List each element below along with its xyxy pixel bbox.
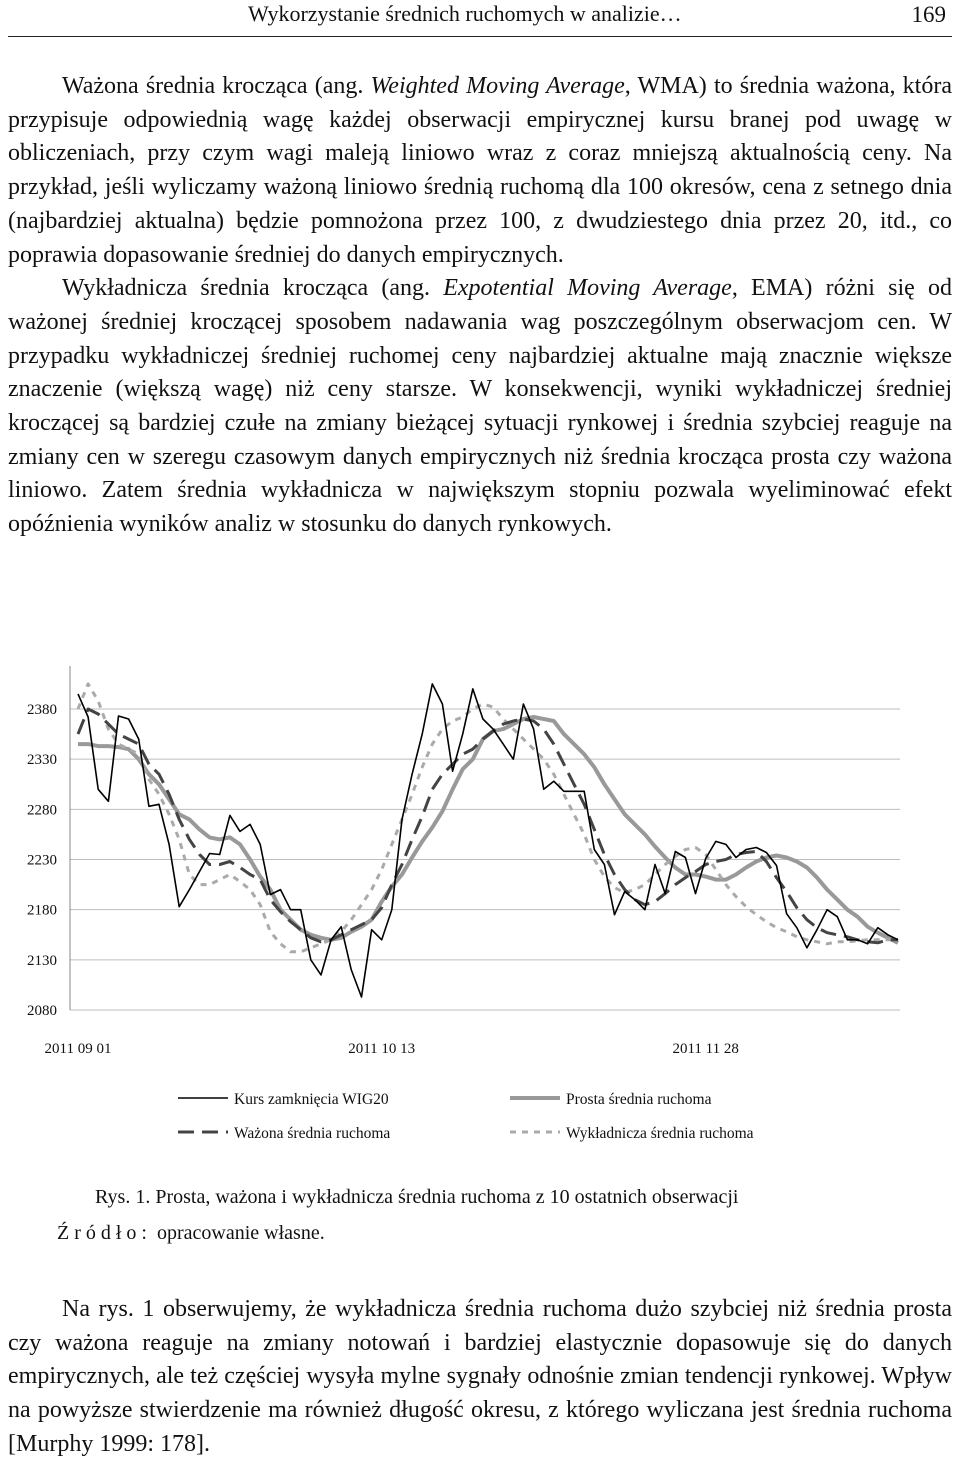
- source-text: opracowanie własne.: [152, 1222, 325, 1244]
- legend-label-0: Kurs zamknięcia WIG20: [234, 1091, 389, 1108]
- source-label: Źródło:: [57, 1222, 152, 1244]
- legend-label-3: Wykładnicza średnia ruchoma: [566, 1125, 754, 1142]
- y-axis-labels: [27, 702, 57, 1019]
- y-tick-label-2230: 2230: [27, 852, 57, 869]
- figure-source: [57, 1222, 325, 1245]
- page-number: 169: [911, 2, 946, 27]
- p1-text-a: Ważona średnia krocząca (ang.: [62, 73, 371, 99]
- p2-italic-a: Expotential Moving Average: [443, 275, 732, 302]
- x-tick-label-1: 2011 10 13: [348, 1041, 416, 1057]
- y-tick-label-2330: 2330: [27, 752, 57, 769]
- x-tick-label-0: 2011 09 01: [44, 1041, 112, 1057]
- x-tick-label-2: 2011 11 28: [672, 1041, 739, 1057]
- y-tick-label-2080: 2080: [27, 1003, 57, 1019]
- chart-legend: [178, 1091, 754, 1142]
- chart-grid: [70, 666, 900, 1010]
- p1-italic-a: Weighted Moving Average: [370, 73, 625, 99]
- legend-label-2: Ważona średnia ruchoma: [234, 1125, 391, 1142]
- chart-series: [78, 684, 898, 997]
- series-line-0: [78, 684, 898, 997]
- p2-text-b: , EMA) różni się od ważonej średniej kroczącej sposobem nadawania wag poszczególnym obserwacjom cen. W przypadku wykładniczej średniej ruchomej ceny najbardziej aktualne mają znacznie większe znaczenie (większą wagę) niż ceny starsze. W konsekwencji, wyniki wykładniczej średniej kroczącej są bardziej czułe na zmiany bieżącej sytuacji rynkowej i średnia szybciej reaguje na zmiany cen w szeregu czasowym danych empirycznych niż średnia krocząca prosta czy ważona liniowo. Zatem średnia wykładnicza w największym stopniu pozwala wyeliminować efekt opóźnienia wyników analiz w stosunku do danych rynkowych.: [8, 275, 952, 538]
- series-line-2: [78, 709, 898, 943]
- y-tick-label-2180: 2180: [27, 902, 57, 919]
- p3-text: Na rys. 1 obserwujemy, że wykładnicza średnia ruchoma dużo szybciej niż średnia prosta czy ważona reaguje na zmiany notowań i bardziej elastycznie dopasowuje się do danych empirycznych, ale też częściej wysyła mylne sygnały odnośnie zmian tendencji rynkowej. Wpływ na powyższe stwierdzenie ma również długość okresu, z którego wyliczana jest średnia ruchoma [Murphy 1999: 178].: [8, 1296, 952, 1457]
- y-tick-label-2380: 2380: [27, 702, 57, 718]
- figure-caption: Rys. 1. Prosta, ważona i wykładnicza średnia ruchoma z 10 ostatnich obserwacji: [95, 1186, 739, 1208]
- paragraph-wma-ema: [8, 70, 952, 542]
- paragraph-conclusion: [8, 1293, 952, 1462]
- running-header: [8, 0, 952, 37]
- p1-text-b: , WMA) to średnia ważona, która przypisuje odpowiednią wagę każdej obserwacji empirycznej kursu branej pod uwagę w obliczeniach, przy czym wagi maleją liniowo wraz z coraz mniejszą aktualnością ceny. Na przykład, jeśli wyliczamy ważoną liniowo średnią ruchomą dla 100 okresów, cena z setnego dnia (najbardziej aktualna) będzie pomnożona przez 100, z dwudziestego dnia przez 20, itd., co poprawia dopasowanie średniej do danych empirycznych.: [8, 73, 952, 268]
- moving-averages-chart: [0, 660, 960, 1170]
- p2-text-a: Wykładnicza średnia krocząca (ang.: [62, 275, 444, 302]
- x-axis-labels: [45, 1041, 739, 1057]
- y-tick-label-2280: 2280: [27, 802, 57, 819]
- running-title: Wykorzystanie średnich ruchomych w analizie…: [248, 1, 682, 26]
- legend-label-1: Prosta średnia ruchoma: [566, 1091, 712, 1108]
- series-line-1: [78, 717, 898, 943]
- y-tick-label-2130: 2130: [27, 952, 57, 969]
